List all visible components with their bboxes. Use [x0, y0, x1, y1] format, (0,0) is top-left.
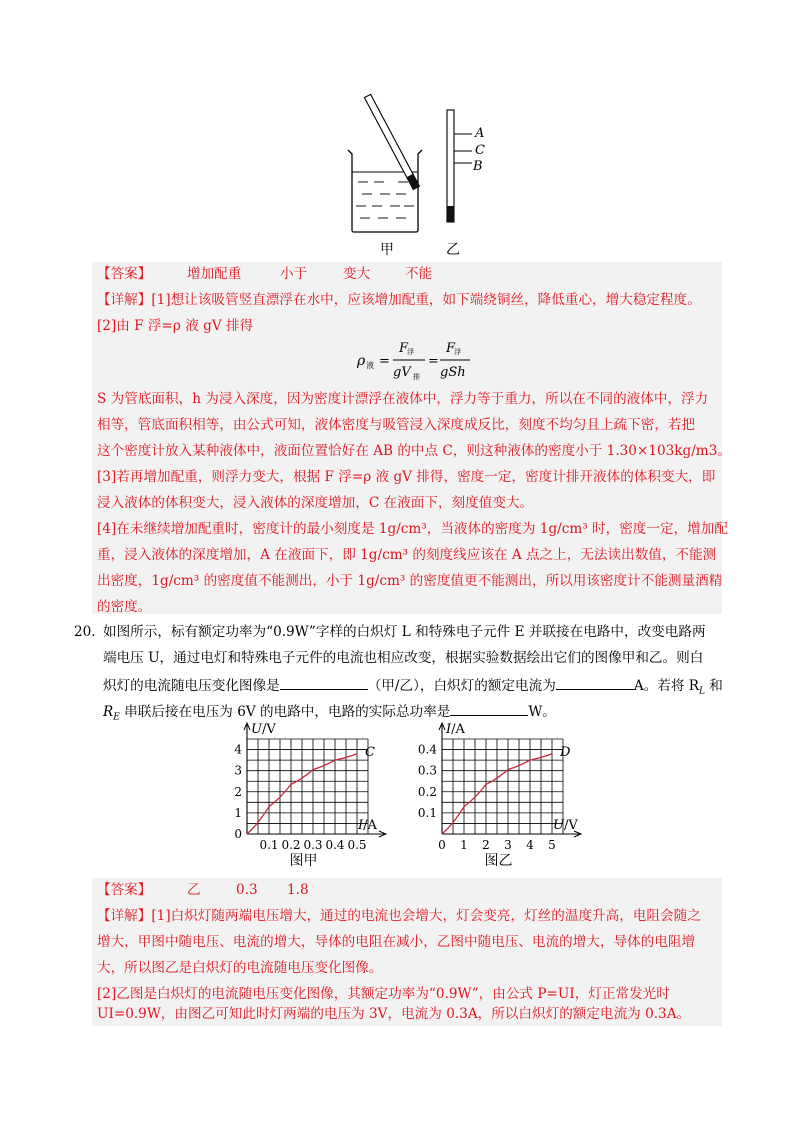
label-yi: 乙 [446, 242, 460, 258]
answer-item: 乙 [187, 882, 201, 898]
mark-c: C [475, 143, 485, 158]
x-tick-label: 0.1 [259, 838, 279, 852]
q20-text: 和 [704, 678, 723, 694]
mark-b: B [473, 159, 483, 174]
explain2-line: 【详解】[1]白炽灯随两端电压增大，通过的电流也会增大，灯会变亮，灯丝的温度升高，电阻会随之 [97, 908, 701, 924]
y-axis-label: U/V [251, 722, 276, 737]
density-formula [355, 335, 475, 387]
answer-blank-1[interactable] [280, 674, 368, 690]
y-tick-label: 2 [234, 784, 242, 799]
explain1-para4-line: 重，浸入液体的深度增加，A 在液面下，即 1g/cm³ 的刻度线应该在 A 点之上，无法读出数值，不能测 [97, 547, 717, 563]
explain1-para2-line: S 为管底面积，h 为浸入深度，因为密度计漂浮在液体中，浮力等于重力，所以在不同的液体中，浮力 [97, 391, 709, 407]
x-tick-label: 0.5 [347, 838, 367, 852]
mark-a: A [475, 126, 485, 141]
answer-tag: 【答案】 [97, 266, 152, 282]
x-tick-label: 5 [548, 838, 556, 852]
chart-yi [412, 718, 597, 873]
y-axis-label: I/A [446, 722, 465, 737]
svg-text:=: = [428, 354, 439, 369]
q20-text: R [103, 704, 114, 720]
q20-sub: E [113, 712, 120, 723]
formula-f2-num: F [446, 341, 456, 356]
explain1-para4-line: [4]在未继续增加配重时，密度计的最小刻度是 1g/cm³，当液体的密度为 1g/cm³ 时，密度一定，增加配 [97, 521, 728, 537]
x-tick-label: 0.3 [303, 838, 323, 852]
x-tick-label: 0 [438, 838, 446, 852]
chart-title: 图乙 [484, 853, 513, 869]
answer-tag: 【答案】 [97, 882, 152, 898]
question20-line3 [103, 674, 723, 702]
chart-title: 图甲 [289, 853, 318, 869]
y-tick-label: 0.4 [417, 742, 437, 757]
x-tick-label: 4 [526, 838, 534, 852]
chart-jia [225, 718, 395, 873]
explain1-para4-line: 出密度，1g/cm³ 的密度值不能测出，小于 1g/cm³ 的密度值更不能测出，所以用该密度计不能测量酒精 [97, 573, 723, 589]
y-tick-label: 0.2 [417, 784, 437, 799]
y-tick-label: 0.3 [417, 763, 437, 778]
x-axis-label: I/A [358, 818, 377, 833]
explain2-line: 增大，甲图中随电压、电流的增大，导体的电阻在减小，乙图中随电压、电流的增大，导体的电阻增 [97, 934, 696, 950]
series-label: C [365, 744, 375, 760]
series-label: D [560, 744, 571, 760]
x-axis-label: U/V [553, 818, 578, 833]
x-tick-label: 2 [482, 838, 490, 852]
explain1-para3-line: [3]若再增加配重，则浮力变大，根据 F 浮=ρ 液 gV 排得，密度一定，密度计排开液体的体积变大，即 [97, 469, 716, 485]
answer-item: 不能 [405, 266, 433, 282]
q20-text: W。 [528, 704, 556, 720]
formula-f1-num: F [399, 341, 409, 356]
explain2-line: 大，所以图乙是白炽灯的电流随电压变化图像。 [97, 960, 383, 976]
y-tick-label: 0.1 [417, 805, 437, 820]
explain1-para2-line: 这个密度计放入某种液体中，液面位置恰好在 AB 的中点 C，则这种液体的密度小于 1.30×103kg/m3。 [97, 443, 731, 459]
formula-f2-num-sub: 浮 [454, 348, 461, 356]
svg-text:=: = [379, 354, 390, 369]
explain1-line2: [2]由 F 浮=ρ 液 gV 排得 [97, 318, 254, 334]
y-tick-label: 1 [234, 805, 242, 820]
explain1-line1: 【详解】[1]想让该吸管竖直漂浮在水中，应该增加配重，如下端绕铜丝，降低重心，增大稳定程度。 [97, 292, 701, 308]
label-jia: 甲 [380, 242, 394, 258]
question20-line1: 如图所示，标有额定功率为“0.9W”字样的白炽灯 L 和特殊电子元件 E 并联接在电路中，改变电路两 [103, 624, 706, 640]
q20-text: 串联后接在电压为 6V 的电路中，电路的实际总功率是 [119, 704, 451, 720]
q20-sub: L [698, 686, 705, 697]
formula-lhs-sub: 液 [366, 361, 374, 370]
answer-item: 小于 [280, 266, 308, 282]
x-tick-label: 0.2 [281, 838, 301, 852]
explain2-line: UI=0.9W，由图乙可知此时灯两端的电压为 3V，电流为 0.3A，所以白炽灯的额定电流为 0.3A。 [97, 1006, 691, 1022]
explain1-para3-line: 浸入液体的体积变大，浸入液体的深度增加，C 在液面下，刻度值变大。 [97, 495, 534, 511]
answer-item: 0.3 [236, 882, 258, 898]
answer-blank-2[interactable] [556, 674, 634, 690]
x-tick-label: 1 [460, 838, 468, 852]
formula-f2-den: gSh [440, 365, 466, 380]
answer-item: 增加配重 [187, 266, 242, 282]
answer-item: 1.8 [287, 882, 309, 898]
y-tick-label: 4 [234, 742, 242, 757]
explain2-line: [2]乙图是白炽灯的电流随电压变化图像，其额定功率为“0.9W”，由公式 P=UI，灯正常发光时 [97, 986, 670, 1002]
question-number: 20. [74, 624, 96, 640]
x-tick-label: 0.4 [325, 838, 345, 852]
formula-f1-num-sub: 浮 [407, 348, 414, 356]
formula-f1-den: gV [393, 365, 411, 380]
explain1-para2-line: 相等，管底面积相等，由公式可知，液体密度与吸管浸入深度成反比，刻度不均匀且上疏下密，若把 [97, 417, 696, 433]
answer-blank-3[interactable] [450, 700, 528, 716]
answer-item: 变大 [343, 266, 371, 282]
origin-label: 0 [234, 827, 242, 841]
explain1-para4-line: 的密度。 [97, 599, 152, 615]
q20-text: （甲/乙），白炽灯的额定电流为 [367, 678, 556, 694]
q20-text: A。若将 R [633, 678, 699, 694]
densitometer-figure [340, 90, 490, 265]
formula-lhs: ρ [357, 353, 366, 369]
y-tick-label: 3 [234, 763, 242, 778]
x-tick-label: 3 [504, 838, 512, 852]
question20-line2: 端电压 U，通过电灯和特殊电子元件的电流也相应改变，根据实验数据绘出它们的图像甲和乙。则白 [103, 650, 704, 666]
formula-f1-den-sub: 排 [413, 373, 420, 381]
q20-text: 炽灯的电流随电压变化图像是 [103, 678, 280, 694]
